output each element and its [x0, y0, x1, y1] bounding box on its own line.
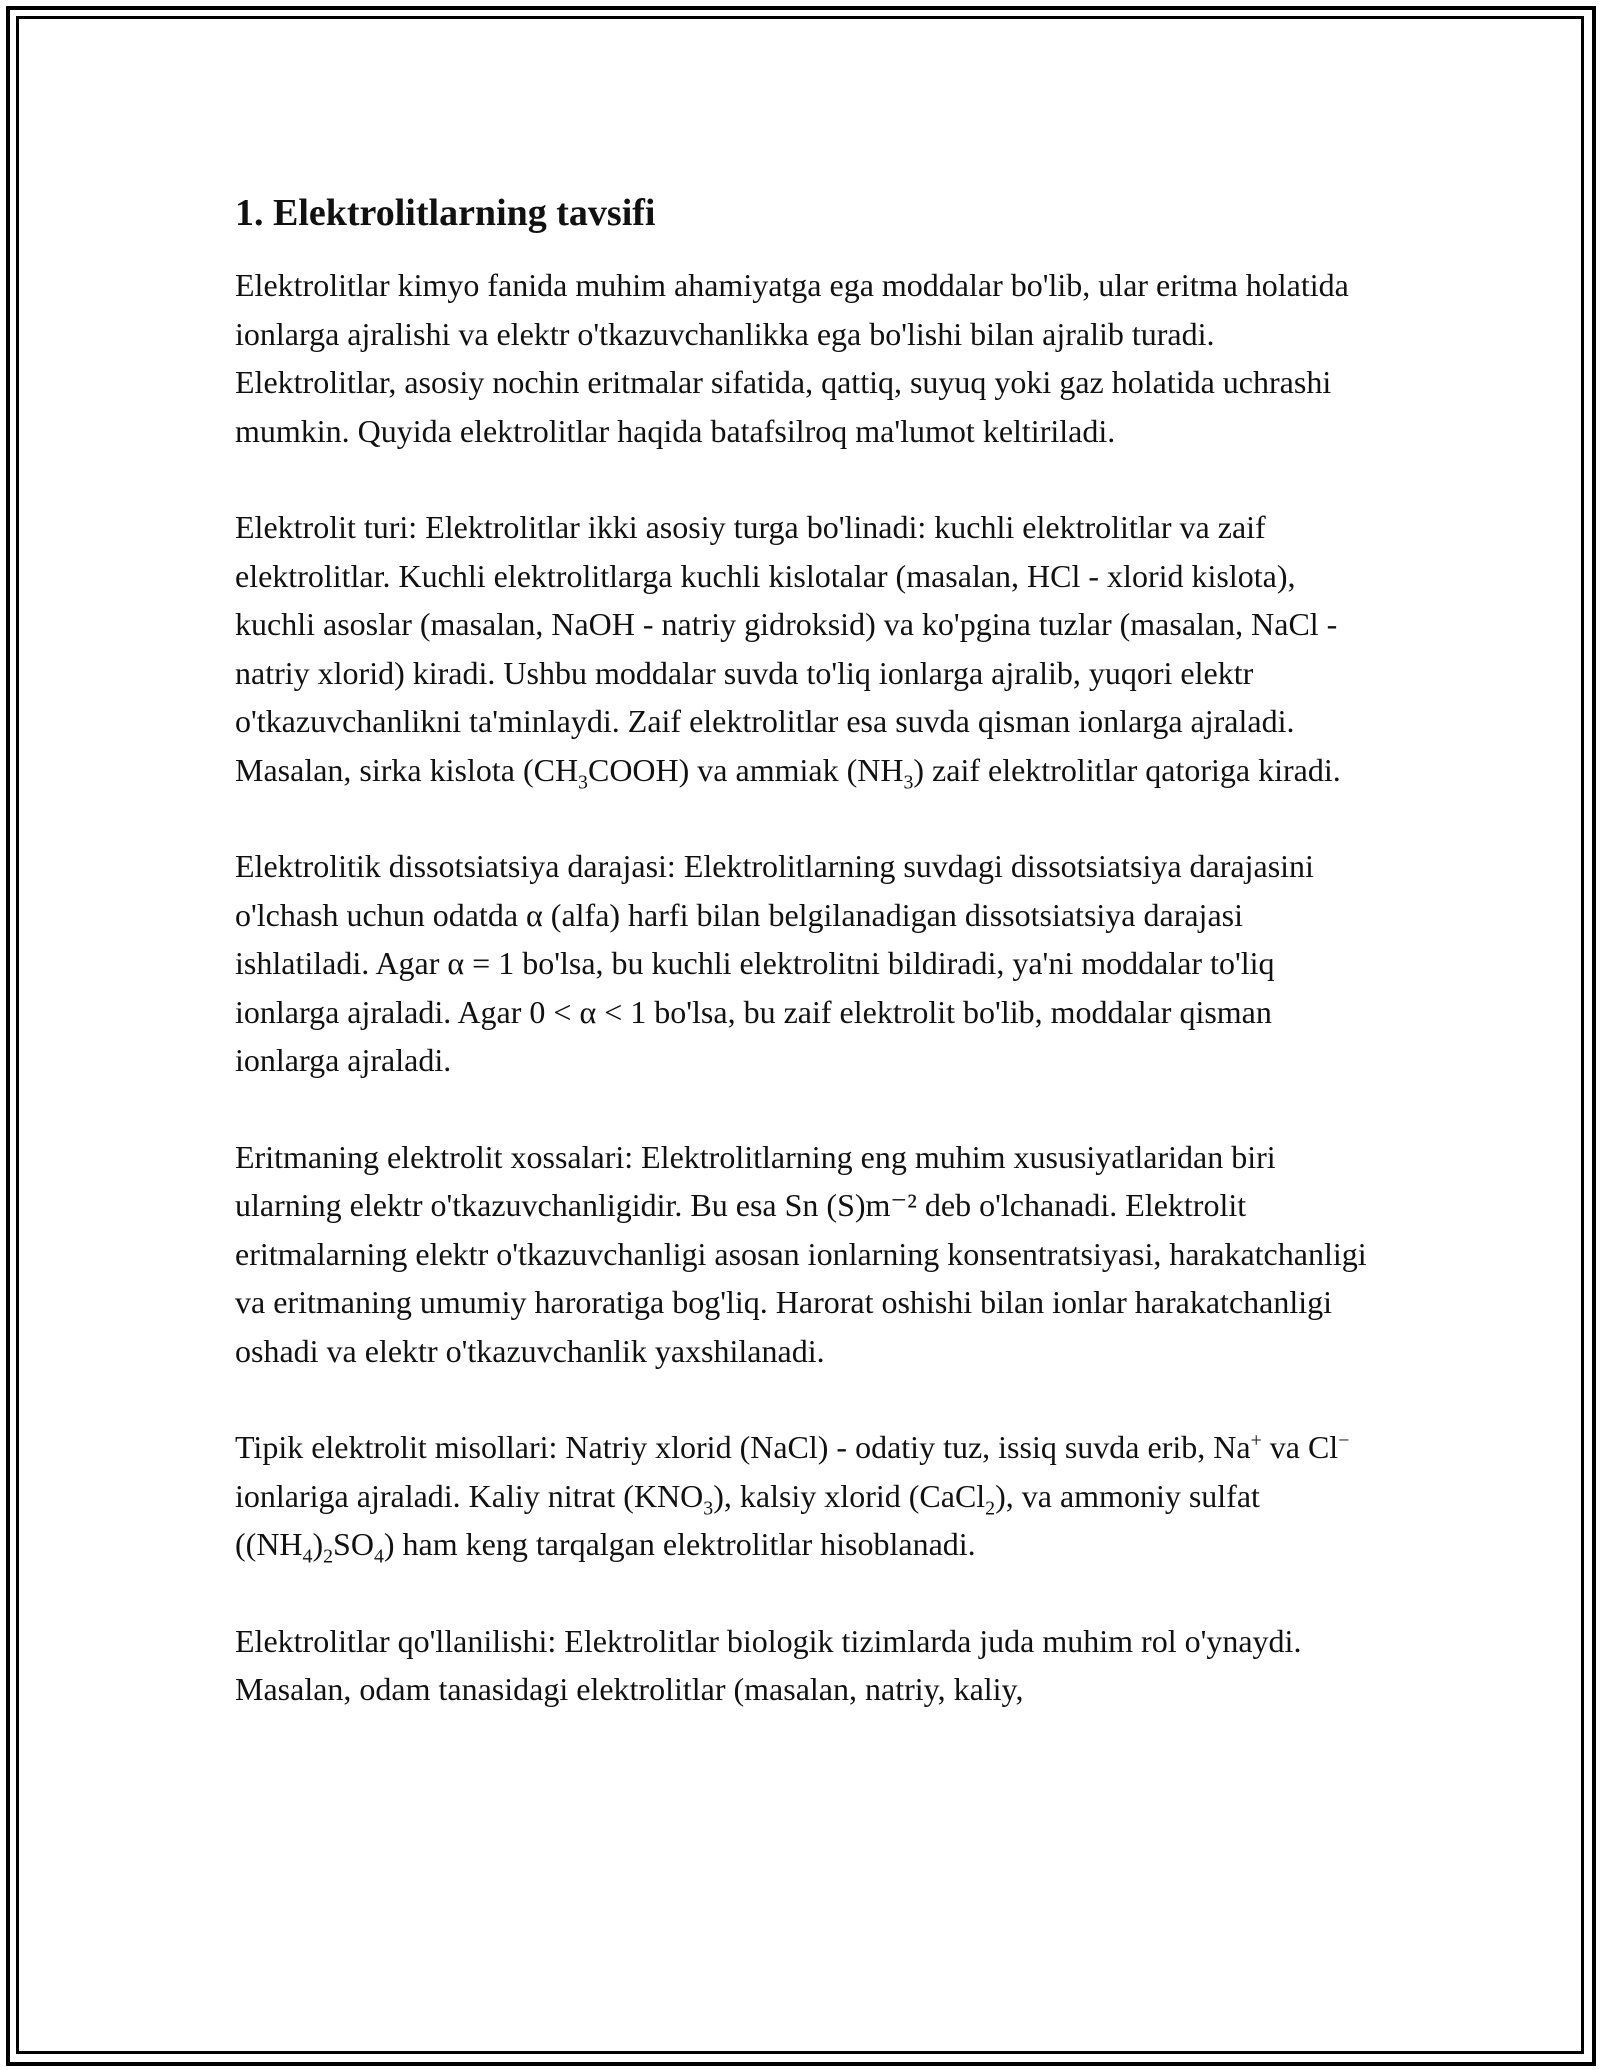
subscript: 2: [323, 1545, 334, 1568]
subscript: 3: [578, 770, 588, 793]
text-run: Elektrolit turi: Elektrolitlar ikki asosiy turga bo'linadi: kuchli elektrolitlar va zaif elektrolitlar. Kuchli elektrolitlarga kuchli kislotalar (masalan, HCl - xlorid kislota), kuchli asoslar (masalan, NaOH - natriy gidroksid) va ko'pgina tuzlar (masalan, NaCl - natriy xlorid) kiradi. Ushbu moddalar suvda to'liq ionlarga ajralib, yuqori elektr o'tkazuvchanlikni ta'minlaydi. Zaif elektrolitlar esa suvda qisman ionlarga ajraladi. Masalan, sirka kislota (CH: [235, 509, 1338, 788]
text-run: SO: [333, 1526, 374, 1562]
superscript: −: [1338, 1429, 1350, 1452]
paragraph-applications: Elektrolitlar qo'llanilishi: Elektrolitlar biologik tizimlarda juda muhim rol o'ynaydi. Masalan, odam tanasidagi elektrolitlar (masalan, natriy, kaliy,: [235, 1622, 1302, 1707]
text-run: va Cl: [1261, 1429, 1339, 1465]
subscript: 3: [903, 770, 914, 793]
text-run: ): [312, 1526, 324, 1562]
text-run: ), va ammoniy sulfat ((NH: [235, 1477, 1260, 1562]
paragraph-solution-properties: Eritmaning elektrolit xossalari: Elektrolitlarning eng muhim xususiyatlaridan biri ularning elektr o'tkazuvchanligidir. Bu esa Sn (S)m⁻² deb o'lchanadi. Elektrolit eritmalarning elektr o'tkazuvchanligi asosan ionlarning konsentratsiyasi, harakatchanligi va eritmaning umumiy haroratiga bog'liq. Harorat oshishi bilan ionlar harakatchanligi oshadi va elektr o'tkazuvchanlik yaxshilanadi.: [235, 1138, 1367, 1369]
text-run: ionlariga ajraladi. Kaliy nitrat (KNO: [235, 1477, 704, 1514]
subscript: 3: [703, 1496, 714, 1519]
subscript: 4: [373, 1545, 384, 1568]
paragraph-typical-examples: [235, 1423, 1375, 1569]
text-run: COOH) va ammiak (NH: [587, 751, 904, 788]
paragraph-intro: Elektrolitlar kimyo fanida muhim ahamiyatga ega moddalar bo'lib, ular eritma holatida ionlarga ajralishi va elektr o'tkazuvchanlikka ega bo'lishi bilan ajralib turadi. Elektrolitlar, asosiy nochin eritmalar sifatida, qattiq, suyuq yoki gaz holatida uchrashi mumkin. Quyida elektrolitlar haqida batafsilroq ma'lumot keltiriladi.: [235, 267, 1349, 449]
text-run: ) zaif elektrolitlar qatoriga kiradi.: [913, 751, 1341, 788]
section-heading: 1. Elektrolitlarning tavsifi: [235, 192, 656, 234]
text-run: ), kalsiy xlorid (CaCl: [713, 1477, 986, 1514]
document-page: [235, 185, 1375, 1762]
paragraph-dissociation-degree: Elektrolitik dissotsiatsiya darajasi: Elektrolitlarning suvdagi dissotsiatsiya darajasini o'lchash uchun odatda α (alfa) harfi bilan belgilanadigan dissotsiatsiya darajasi ishlatiladi. Agar α = 1 bo'lsa, bu kuchli elektrolitni bildiradi, ya'ni moddalar to'liq ionlarga ajraladi. Agar 0 < α < 1 bo'lsa, bu zaif elektrolit bo'lib, moddalar qisman ionlarga ajraladi.: [235, 848, 1314, 1078]
subscript: 2: [985, 1496, 996, 1519]
subscript: 4: [302, 1545, 313, 1568]
text-run: ) ham keng tarqalgan elektrolitlar hisoblanadi.: [383, 1526, 976, 1562]
superscript: +: [1250, 1429, 1262, 1452]
paragraph-electrolyte-types: [235, 503, 1375, 794]
text-run: Tipik elektrolit misollari: Natriy xlorid (NaCl) - odatiy tuz, issiq suvda erib, Na: [235, 1429, 1251, 1465]
